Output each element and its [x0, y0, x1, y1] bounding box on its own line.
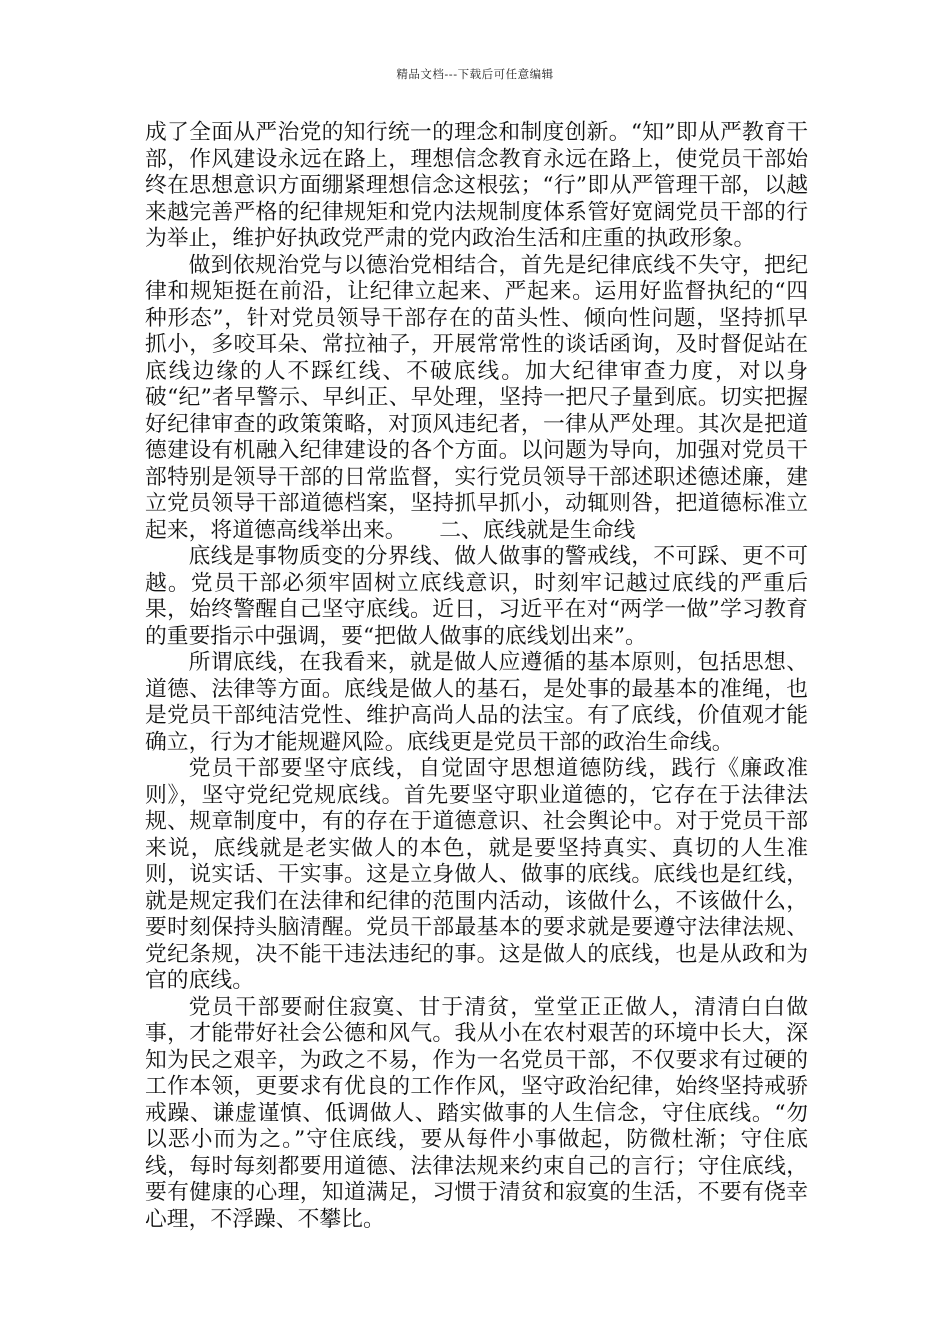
- paragraph: 做到依规治党与以德治党相结合，首先是纪律底线不失守，把纪律和规矩挺在前沿，让纪律立起来、严起来。运用好监督执纪的“四种形态”，针对党员领导干部存在的苗头性、倾向性问题，坚持抓早抓小，多咬耳朵、常拉袖子，开展常常性的谈话函询，及时督促站在底线边缘的人不踩红线、不破底线。加大纪律审查力度，对以身破“纪”者早警示、早纠正、早处理，坚持一把尺子量到底。切实把握好纪律审查的政策策略，对顶风违纪者，一律从严处理。其次是把道德建设有机融入纪律建设的各个方面。以问题为导向，加强对党员干部特别是领导干部的日常监督，实行党员领导干部述职述德述廉，建立党员领导干部道德档案，坚持抓早抓小，动辄则咎，把道德标准立起来，将道德高线举出来。 二、底线就是生命线: [145, 252, 808, 543]
- paragraph: 底线是事物质变的分界线、做人做事的警戒线，不可踩、更不可越。党员干部必须牢固树立底线意识，时刻牢记越过底线的严重后果，始终警醒自己坚守底线。近日，习近平在对“两学一做”学习教育的重要指示中强调，要“把做人做事的底线划出来”。: [145, 544, 808, 649]
- document-body: [145, 120, 808, 1233]
- paragraph: 成了全面从严治党的知行统一的理念和制度创新。“知”即从严教育干部，作风建设永远在路上，理想信念教育永远在路上，使党员干部始终在思想意识方面绷紧理想信念这根弦；“行”即从严管理干部，以越来越完善严格的纪律规矩和党内法规制度体系管好宽阔党员干部的行为举止，维护好执政党严肃的党内政治生活和庄重的执政形象。: [145, 120, 808, 251]
- paragraph: 党员干部要坚守底线，自觉固守思想道德防线，践行《廉政准则》，坚守党纪党规底线。首先要坚守职业道德的，它存在于法律法规、规章制度中，有的存在于道德意识、社会舆论中。对于党员干部来说，底线就是老实做人的本色，就是要坚持真实、真切的人生准则，说实话、干实事。这是立身做人、做事的底线。底线也是红线，就是规定我们在法律和纪律的范围内活动，该做什么，不该做什么，要时刻保持头脑清醒。党员干部最基本的要求就是要遵守法律法规、党纪条规，决不能干违法违纪的事。这是做人的底线，也是从政和为官的底线。: [145, 756, 808, 993]
- page-header: 精品文档---下载后可任意编辑: [396, 67, 554, 81]
- paragraph: 党员干部要耐住寂寞、甘于清贫，堂堂正正做人，清清白白做事，才能带好社会公德和风气。我从小在农村艰苦的环境中长大，深知为民之艰辛，为政之不易，作为一名党员干部，不仅要求有过硬的工作本领，更要求有优良的工作作风，坚守政治纪律，始终坚持戒骄戒躁、谦虚谨慎、低调做人、踏实做事的人生信念，守住底线。“勿以恶小而为之。”守住底线，要从每件小事做起，防微杜渐；守住底线，每时每刻都要用道德、法律法规来约束自己的言行；守住底线，要有健康的心理，知道满足，习惯于清贫和寂寞的生活，不要有侥幸心理，不浮躁、不攀比。: [145, 994, 808, 1232]
- paragraph: 所谓底线，在我看来，就是做人应遵循的基本原则，包括思想、道德、法律等方面。底线是做人的基石，是处事的最基本的准绳，也是党员干部纯洁党性、维护高尚人品的法宝。有了底线，价值观才能确立，行为才能规避风险。底线更是党员干部的政治生命线。: [145, 650, 808, 755]
